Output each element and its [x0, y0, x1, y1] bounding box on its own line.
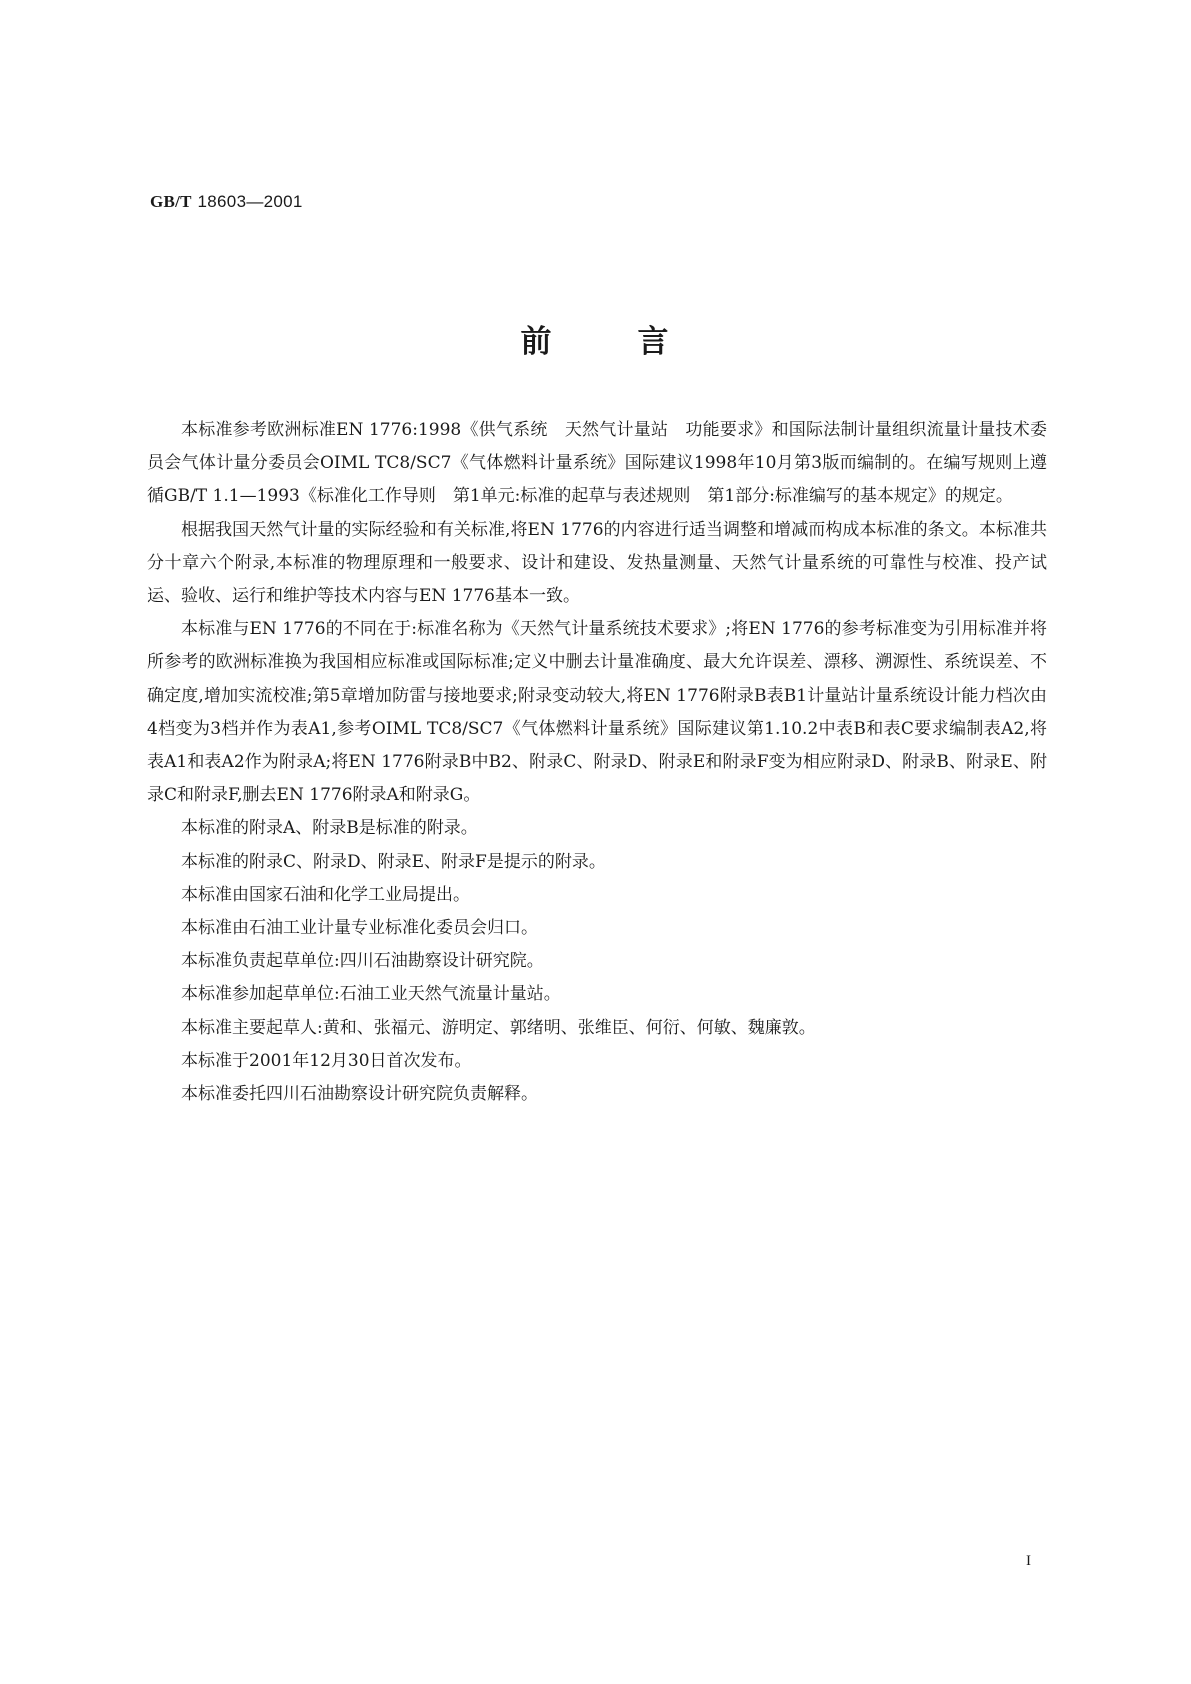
- paragraph: 本标准于2001年12月30日首次发布。: [181, 1050, 472, 1071]
- paragraph: 本标准由国家石油和化学工业局提出。: [181, 884, 470, 905]
- paragraph: 本标准由石油工业计量专业标准化委员会归口。: [181, 918, 538, 939]
- foreword-body: [147, 414, 1047, 1111]
- paragraph: 本标准与EN 1776的不同在于:标准名称为《天然气计量系统技术要求》;将EN 1776的参考标准变为引用标准并将所参考的欧洲标准换为我国相应标准或国际标准;定义中删去计量准确度、最大允许误差、漂移、溯源性、系统误差、不确定度,增加实流校准;第5章增加防雷与接地要求;附录变动较大,将EN 1776附录B表B1计量站计量系统设计能力档次由4档变为3档并作为表A1,参考OIML TC8/SC7《气体燃料计量系统》国际建议第1.10.2中表B和表C要求编制表A2,将表A1和表A2作为附录A;将EN 1776附录B中B2、附录C、附录D、附录E和附录F变为相应附录D、附录B、附录E、附录C和附录F,删去EN 1776附录A和附录G。: [147, 619, 1047, 806]
- page-number: I: [1026, 1553, 1031, 1569]
- paragraph: 本标准参考欧洲标准EN 1776:1998《供气系统 天然气计量站 功能要求》和国际法制计量组织流量计量技术委员会气体计量分委员会OIML TC8/SC7《气体燃料计量系统》国际建议1998年10月第3版而编制的。在编写规则上遵循GB/T 1.1—1993《标准化工作导则 第1单元:标准的起草与表述规则 第1部分:标准编写的基本规定》的规定。: [147, 420, 1047, 507]
- standard-number: 18603—2001: [197, 192, 303, 211]
- page-title: [0, 322, 1191, 362]
- paragraph: 本标准参加起草单位:石油工业天然气流量计量站。: [181, 984, 561, 1005]
- standard-code: [150, 190, 303, 214]
- paragraph: 本标准的附录C、附录D、附录E、附录F是提示的附录。: [181, 851, 606, 872]
- paragraph: 本标准负责起草单位:四川石油勘察设计研究院。: [181, 951, 544, 972]
- paragraph: 本标准主要起草人:黄和、张福元、游明定、郭绪明、张维臣、何衍、何敏、魏廉敦。: [181, 1017, 816, 1038]
- paragraph: 本标准委托四川石油勘察设计研究院负责解释。: [181, 1084, 538, 1105]
- standard-prefix: GB/T: [150, 192, 192, 211]
- title-char-1: 前: [520, 324, 554, 360]
- paragraph: 根据我国天然气计量的实际经验和有关标准,将EN 1776的内容进行适当调整和增减而构成本标准的条文。本标准共分十章六个附录,本标准的物理原理和一般要求、设计和建设、发热量测量、天然气计量系统的可靠性与校准、投产试运、验收、运行和维护等技术内容与EN 1776基本一致。: [147, 519, 1047, 607]
- paragraph: 本标准的附录A、附录B是标准的附录。: [181, 818, 478, 839]
- title-char-2: 言: [637, 324, 671, 360]
